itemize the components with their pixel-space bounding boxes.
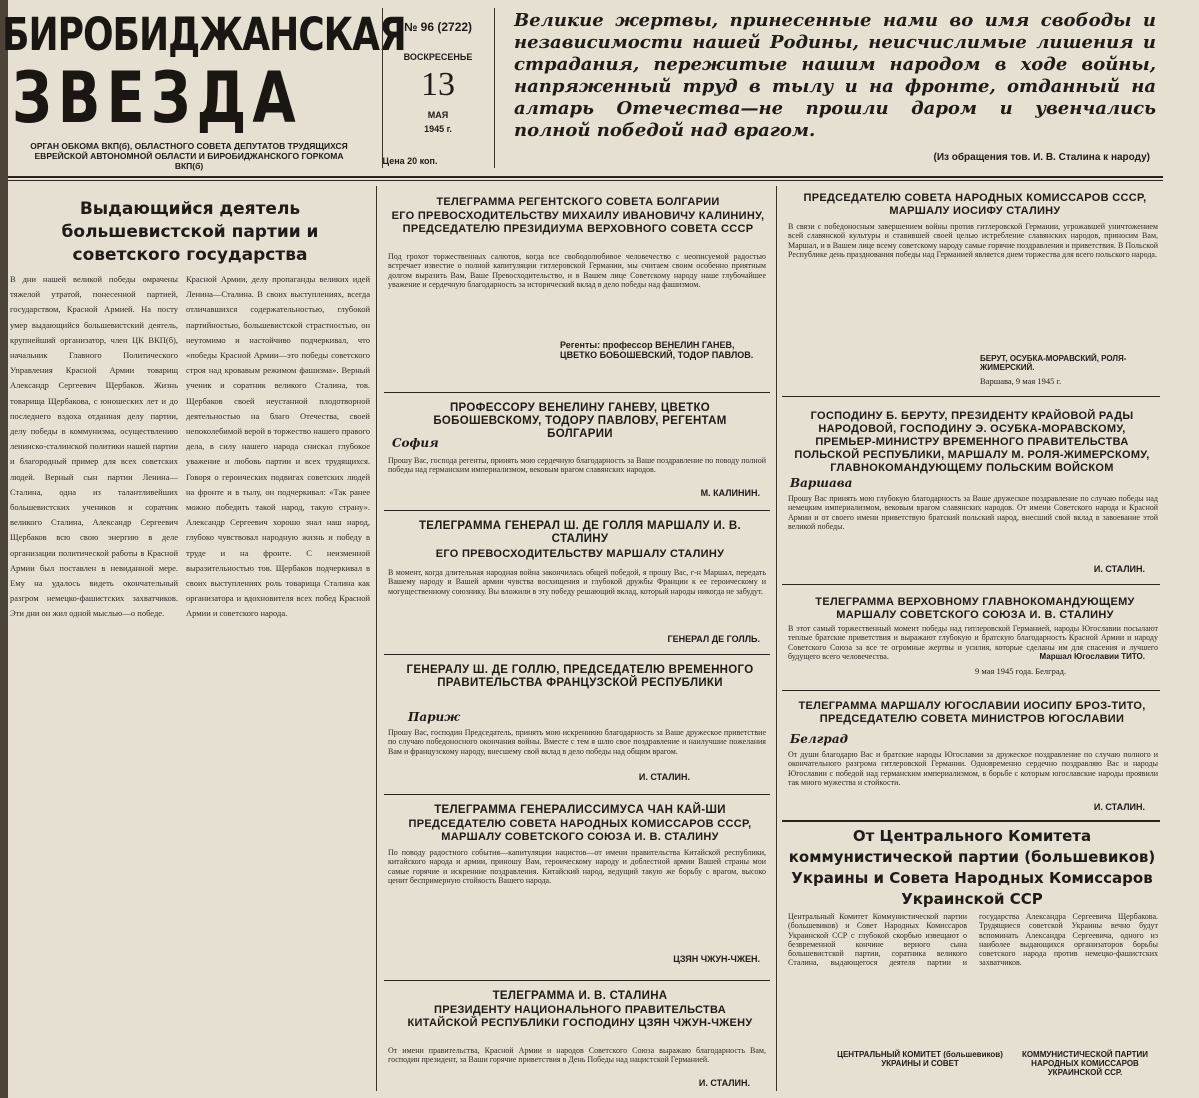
stalin-to-chiang-title: ТЕЛЕГРАММА И. В. СТАЛИНА	[492, 990, 668, 1002]
stalin-to-poland-signature: И. СТАЛИН.	[1093, 564, 1145, 574]
kalinin-reply-body: Прошу Вас, господа регенты, принять мою сердечную благодарность за Ваше поздравление по поводу полной победы над германским империализмом, вековым врагом славянских народов.	[388, 456, 766, 475]
ukraine-article-signature-left: ЦЕНТРАЛЬНЫЙ КОМИТЕТ (большевиков) УКРАИНЫ И СОВЕТ	[837, 1050, 1003, 1068]
stalin-to-tito-signature: И. СТАЛИН.	[1093, 802, 1145, 812]
stalin-to-degaulle-signature: И. СТАЛИН.	[638, 772, 690, 782]
stalin-to-poland-place: Варшава	[790, 476, 853, 490]
stalin-to-tito-body: От души благодарю Вас и братские народы Югославии за дружеское поздравление по случаю полного и окончательного разгрома гитлеровской Германии. Одновременно сердечно поздравляю Вас и народы Югославии с победой над германским империализмом, в борьбе с которым югославские народы проявили так много мужества и стойкости.	[788, 750, 1158, 787]
bulgaria-telegram-subtitle: ЕГО ПРЕВОСХОДИТЕЛЬСТВУ МИХАИЛУ ИВАНОВИЧУ КАЛИНИНУ, ПРЕДСЕДАТЕЛЮ ПРЕЗИДИУМА ВЕРХОВНОГО СОВЕТА СССР	[391, 210, 765, 235]
tito-telegram-date: 9 мая 1945 года. Белград.	[975, 666, 1067, 676]
poland-telegram-signature: БЕРУТ, ОСУБКА-МОРАВСКИЙ, РОЛЯ-ЖИМЕРСКИЙ.	[980, 354, 1127, 372]
stalin-to-tito-place: Белград	[790, 732, 848, 746]
stalin-to-chiang-body: От имени правительства, Красной Армии и народов Советского Союза выражаю благодарность Вам, господин президент, за Ваши горячие приветствия в День Победы над нацистской Германией.	[388, 1046, 766, 1065]
kalinin-reply-signature: М. КАЛИНИН.	[700, 488, 760, 498]
stalin-epigraph: Великие жертвы, принесенные нами во имя свободы и независимости нашей Родины, неисчислимые лишения и страдания, пережитые нашим народом в ходе войны, напряженный труд в тылу и на фронте, отданный на алтарь Отечества—не прошли даром и увенчались полной победой над врагом.	[514, 10, 1156, 141]
issue-day: 13	[421, 66, 455, 103]
stalin-to-tito-title: ТЕЛЕГРАММА МАРШАЛУ ЮГОСЛАВИИ ИОСИПУ БРОЗ-ТИТО, ПРЕДСЕДАТЕЛЮ СОВЕТА МИНИСТРОВ ЮГОСЛАВИИ	[798, 700, 1146, 725]
degaulle-telegram-subtitle: ЕГО ПРЕВОСХОДИТЕЛЬСТВУ МАРШАЛУ СТАЛИНУ	[435, 548, 725, 560]
bulgaria-telegram-body: Под грохот торжественных салютов, когда все свободолюбивое человечество с неописуемой радостью встречает известие о полной капитуляции гитлеровской Германии, мы считаем своим особенно приятным долгом выразить Вам, Ваше Превосходительство, и в Вашем лице Советскому народу наше глубочайшее уважение и сердечную благодарность за исторический вклад в дело победы над фашизмом.	[388, 252, 766, 289]
poland-telegram-body: В связи с победоносным завершением войны против гитлеровской Германии, угрожавшей уничтожением всей славянской культуры и ставившей своей целью истребление славянских народов, приносим Вам, Маршал, и в Вашем лице всему советскому народу самые горячие поздравления и приветствия. В Польской Республике день празднования победы над Германией является днем торжества для всего польского народа.	[788, 222, 1158, 259]
ukraine-article-body: Центральный Комитет Коммунистической партии (большевиков) и Совет Народных Комиссаров Украинской ССР с глубокой скорбью извещают о безвременной кончине верного сына большевистской партии, соратника великого Сталина, выдающегося деятеля партии и государства Александра Сергеевича Щербакова. Трудящиеся советской Украины вечно будут вспоминать Александра Сергеевича, одного из наиболее выдающихся организаторов борьбы советского народа против немецко-фашистских захватчиков.	[788, 912, 1158, 968]
issue-month: МАЯ	[427, 110, 449, 120]
chiang-telegram-subtitle: ПРЕДСЕДАТЕЛЮ СОВЕТА НАРОДНЫХ КОМИССАРОВ СССР, МАРШАЛУ СОВЕТСКОГО СОЮЗА И. В. СТАЛИНУ	[408, 818, 752, 843]
bulgaria-telegram-signature: Регенты: профессор ВЕНЕЛИН ГАНЕВ, ЦВЕТКО БОБОШЕВСКИЙ, ТОДОР ПАВЛОВ.	[560, 340, 754, 360]
poland-telegram-date: Варшава, 9 мая 1945 г.	[980, 376, 1062, 386]
chiang-telegram-signature: ЦЗЯН ЧЖУН-ЧЖЕН.	[673, 954, 760, 964]
tito-telegram-title: ТЕЛЕГРАММА ВЕРХОВНОМУ ГЛАВНОКОМАНДУЮЩЕМУ МАРШАЛУ СОВЕТСКОГО СОЮЗА И. В. СТАЛИНУ	[815, 596, 1135, 621]
tito-telegram-body: В этот самый торжественный момент победы над гитлеровской Германией, народы Югославии посылают теплые братские приветствия и выражают глубокую и братскую благодарность Красной Армии и народу Советского Союза за все те огромные жертвы и усилия, которые сделаны им для спасения и лучшего будущего всего человечества.	[788, 624, 1158, 661]
left-article-col2: Красной Армии, делу пропаганды великих идей Ленина—Сталина. В своих выступлениях, всегда отличавшихся содержательностью, глубокой партийностью, большевистской страстностью, он неутомимо и настойчиво подчеркивал, что «победы Красной Армии—это победы советского строя над кровавым режимом фашизма». Верный ученик и соратник великого Сталина, тов. Щербаков своей неустанной плодотворной деятельностью на благо Отечества, своей непоколебимой верой в торжество нашего правого дела, в силу нашего народа снискал глубокое уважение и любовь партии и всех трудящихся. Говоря о героических подвигах советских людей на фронте и в тылу, он подчеркивал: «Так ранее можно победить такой народ, такую страну». Александр Сергеевич хорошо знал наш народ, глубоко чувствовал народную жизнь и победу в труде и на фронте. С неизменной выразительностью тов. Щербаков подчеркивал в своих выступлениях роль товарища Сталина как организатора и вдохновителя всех побед Красной Армии и советского народа.	[186, 274, 370, 619]
chiang-telegram-body: По поводу радостного события—капитуляции нацистов—от имени правительства Китайской республики, китайского народа и армии, приношу Вам, героическому народу и доблестной армии Вашей страны мои самые горячие и искренние поздравления. Китайский народ, ведущий такую же борьбу с врагом, высоко ценит беспримерную стойкость Вашего народа.	[388, 848, 766, 885]
page-binding-edge	[0, 0, 8, 1098]
stalin-to-chiang-signature: И. СТАЛИН.	[698, 1078, 750, 1088]
newspaper-title-line2: ЗВЕЗДА	[12, 58, 302, 140]
ukraine-article-signature-right: КОММУНИСТИЧЕСКОЙ ПАРТИИ НАРОДНЫХ КОМИССАРОВ УКРАИНСКОЙ ССР.	[1021, 1050, 1149, 1077]
left-article-title: Выдающийся деятель большевистской партии и советского государства	[61, 199, 319, 265]
kalinin-reply-title: ПРОФЕССОРУ ВЕНЕЛИНУ ГАНЕВУ, ЦВЕТКО БОБОШЕВСКОМУ, ТОДОРУ ПАВЛОВУ, РЕГЕНТАМ БОЛГАРИИ	[433, 402, 727, 440]
issue-year: 1945 г.	[424, 124, 452, 134]
issue-number: № 96 (2722)	[403, 20, 473, 34]
stalin-to-degaulle-body: Прошу Вас, господин Председатель, принять мою искреннюю благодарность за Ваше дружеское приветствие по случаю победоносного окончания войны. Вместе с тем я шлю свое поздравление и наилучшие пожелания Вам и французскому народу, внесшему свой вклад в дело победы над общим врагом.	[388, 728, 766, 756]
issue-price: Цена 20 коп.	[382, 156, 438, 166]
newspaper-title-line1: БИРОБИДЖАНСКАЯ	[2, 10, 406, 62]
stalin-to-poland-body: Прошу Вас принять мою глубокую благодарность за Ваше дружеское поздравление по случаю победы над немецким империализмом, вековым врагом славянских народов. От имени Советского народа и Красной Армии и от своего имени приветствую братский польский народ, внесший свой вклад в завоевание этой великой победы.	[788, 494, 1158, 531]
organ-line: ОРГАН ОБКОМА ВКП(б), ОБЛАСТНОГО СОВЕТА ДЕПУТАТОВ ТРУДЯЩИХСЯ ЕВРЕЙСКОЙ АВТОНОМНОЙ ОБЛАСТИ И БИРОБИДЖАНСКОГО ГОРКОМА ВКП(б)	[30, 141, 348, 171]
ukraine-article-title: От Центрального Комитета коммунистической партии (большевиков) Украины и Совета Народных Комиссаров Украинской ССР	[788, 827, 1156, 908]
epigraph-source: (Из обращения тов. И. В. Сталина к народу)	[933, 152, 1150, 163]
issue-weekday: ВОСКРЕСЕНЬЕ	[403, 52, 473, 62]
degaulle-telegram-signature: ГЕНЕРАЛ ДЕ ГОЛЛЬ.	[667, 634, 760, 644]
tito-telegram-signature: Маршал Югославии ТИТО.	[1039, 652, 1145, 661]
kalinin-reply-place: София	[392, 436, 439, 450]
stalin-to-degaulle-place: Париж	[408, 710, 460, 724]
chiang-telegram-title: ТЕЛЕГРАММА ГЕНЕРАЛИССИМУСА ЧАН КАЙ-ШИ	[434, 804, 726, 816]
left-article-col1: В дни нашей великой победы омрачены тяжелой утратой, понесенной партией, государством, Красной Армией. На посту умер выдающийся большевистский деятель, крупнейший организатор, член ЦК ВКП(б), начальник Главного Политического Управления Красной Армии товарищ Александр Сергеевич Щербаков. Жизнь товарища Щербакова, с юношеских лет и до последнего вздоха отданная делу партии, делу победы в коммунизма, осуществлению ленинско-сталинской политики нашей партии и благородный пример для всех советских людей. Верный сын партии Ленина—Сталина, одна из талантливейших большевистских учеников и соратник великого Сталина, Александр Сергеевич Щербаков всю свою энергию в деле организации политической работы в Красной Армии был поставлен в невиданной мере. Ему на удалось видеть окончательный разгром немецко-фашистских захватчиков. Эти дни он жил одной мыслью—о победе.	[10, 274, 178, 619]
degaulle-telegram-title: ТЕЛЕГРАММА ГЕНЕРАЛ Ш. ДЕ ГОЛЛЯ МАРШАЛУ И. В. СТАЛИНУ	[418, 520, 742, 545]
stalin-to-poland-title: ГОСПОДИНУ Б. БЕРУТУ, ПРЕЗИДЕНТУ КРАЙОВОЙ РАДЫ НАРОДОВОЙ, ГОСПОДИНУ Э. ОСУБКА-МОРАВСКОМУ, ПРЕМЬЕР-МИНИСТРУ ВРЕМЕННОГО ПРАВИТЕЛЬСТВА ПОЛЬСКОЙ РЕСПУБЛИКИ, МАРШАЛУ М. РОЛЯ-ЖИМЕРСКОМУ, ГЛАВНОКОМАНДУЮЩЕМУ ПОЛЬСКИМ ВОЙСКОМ	[794, 410, 1150, 474]
stalin-to-degaulle-title: ГЕНЕРАЛУ Ш. ДЕ ГОЛЛЮ, ПРЕДСЕДАТЕЛЮ ВРЕМЕННОГО ПРАВИТЕЛЬСТВА ФРАНЦУЗСКОЙ РЕСПУБЛИКИ	[406, 664, 754, 689]
left-article	[10, 190, 372, 1090]
poland-telegram-title: ПРЕДСЕДАТЕЛЮ СОВЕТА НАРОДНЫХ КОМИССАРОВ СССР, МАРШАЛУ ИОСИФУ СТАЛИНУ	[803, 192, 1147, 217]
degaulle-telegram-body: В момент, когда длительная народная война закончилась общей победой, я прошу Вас, г-н Маршал, передать Вашему народу и Вашей армии чувства восхищения и глубокой дружбы Франции к ее героическому и могущественному союзнику. Вы вложили в эту победу решающий вклад, который народы никогда не забудут.	[388, 568, 766, 596]
bulgaria-telegram-title: ТЕЛЕГРАММА РЕГЕНТСКОГО СОВЕТА БОЛГАРИИ	[436, 196, 720, 208]
stalin-to-chiang-subtitle: ПРЕЗИДЕНТУ НАЦИОНАЛЬНОГО ПРАВИТЕЛЬСТВА КИТАЙСКОЙ РЕСПУБЛИКИ ГОСПОДИНУ ЦЗЯН ЧЖУН-ЧЖЕНУ	[407, 1004, 753, 1029]
